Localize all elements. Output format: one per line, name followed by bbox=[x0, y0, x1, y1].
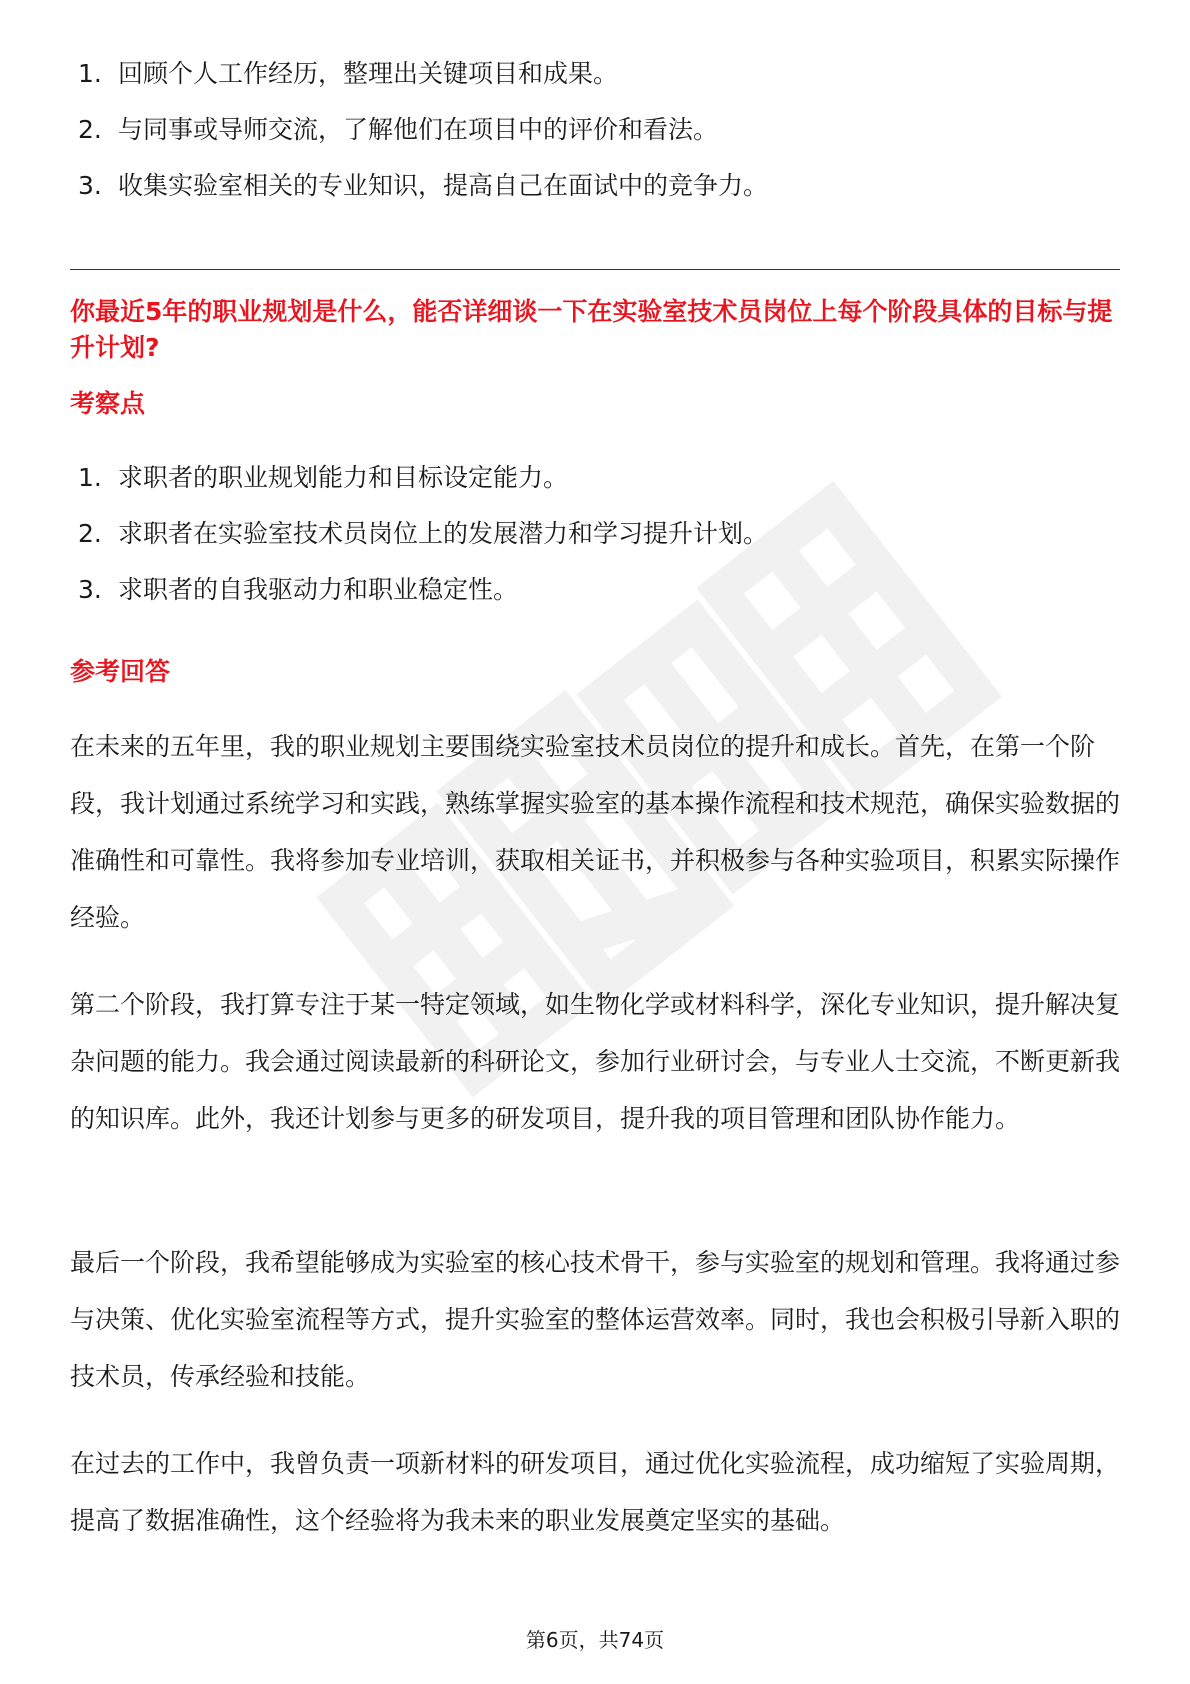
list-text: 求职者在实验室技术员岗位上的发展潜力和学习提升计划。 bbox=[118, 519, 769, 548]
page-number: 第6页，共74页 bbox=[525, 1628, 665, 1652]
list-number: 2. bbox=[78, 519, 102, 548]
answer-paragraph: 在过去的工作中，我曾负责一项新材料的研发项目，通过优化实验流程，成功缩短了实验周期，提高了数据准确性，这个经验将为我未来的职业发展奠定坚实的基础。 bbox=[70, 1449, 1121, 1535]
answer-heading: 参考回答 bbox=[70, 657, 171, 686]
list-number: 3. bbox=[78, 171, 102, 200]
list-text: 收集实验室相关的专业知识，提高自己在面试中的竞争力。 bbox=[118, 171, 769, 200]
list-item bbox=[78, 56, 1078, 112]
answer-paragraph: 在未来的五年里，我的职业规划主要围绕实验室技术员岗位的提升和成长。首先，在第一个阶段，我计划通过系统学习和实践，熟练掌握实验室的基本操作流程和技术规范，确保实验数据的准确性和可靠性。我将参加专业培训，获取相关证书，并积极参与各种实验项目，积累实际操作经验。 bbox=[70, 732, 1121, 932]
section-divider bbox=[70, 269, 1120, 270]
focus-heading: 考察点 bbox=[70, 389, 146, 418]
focus-list bbox=[78, 460, 1078, 628]
list-item bbox=[78, 168, 1078, 224]
list-number: 1. bbox=[78, 463, 102, 492]
list-number: 1. bbox=[78, 59, 102, 88]
list-text: 求职者的自我驱动力和职业稳定性。 bbox=[118, 575, 519, 604]
list-text: 求职者的职业规划能力和目标设定能力。 bbox=[118, 463, 569, 492]
list-number: 3. bbox=[78, 575, 102, 604]
list-item bbox=[78, 460, 1078, 516]
answer-paragraph: 最后一个阶段，我希望能够成为实验室的核心技术骨干，参与实验室的规划和管理。我将通过参与决策、优化实验室流程等方式，提升实验室的整体运营效率。同时，我也会积极引导新入职的技术员，传承经验和技能。 bbox=[70, 1248, 1121, 1391]
interview-question: 你最近5年的职业规划是什么，能否详细谈一下在实验室技术员岗位上每个阶段具体的目标与提升计划? bbox=[70, 297, 1113, 362]
list-number: 2. bbox=[78, 115, 102, 144]
list-item bbox=[78, 572, 1078, 628]
list-item bbox=[78, 516, 1078, 572]
list-item bbox=[78, 112, 1078, 168]
list-text: 回顾个人工作经历，整理出关键项目和成果。 bbox=[118, 59, 619, 88]
list-text: 与同事或导师交流，了解他们在项目中的评价和看法。 bbox=[118, 115, 719, 144]
answer-paragraph: 第二个阶段，我打算专注于某一特定领域，如生物化学或材料科学，深化专业知识，提升解决复杂问题的能力。我会通过阅读最新的科研论文，参加行业研讨会，与专业人士交流，不断更新我的知识库。此外，我还计划参与更多的研发项目，提升我的项目管理和团队协作能力。 bbox=[70, 990, 1121, 1133]
preparation-list bbox=[78, 56, 1078, 224]
